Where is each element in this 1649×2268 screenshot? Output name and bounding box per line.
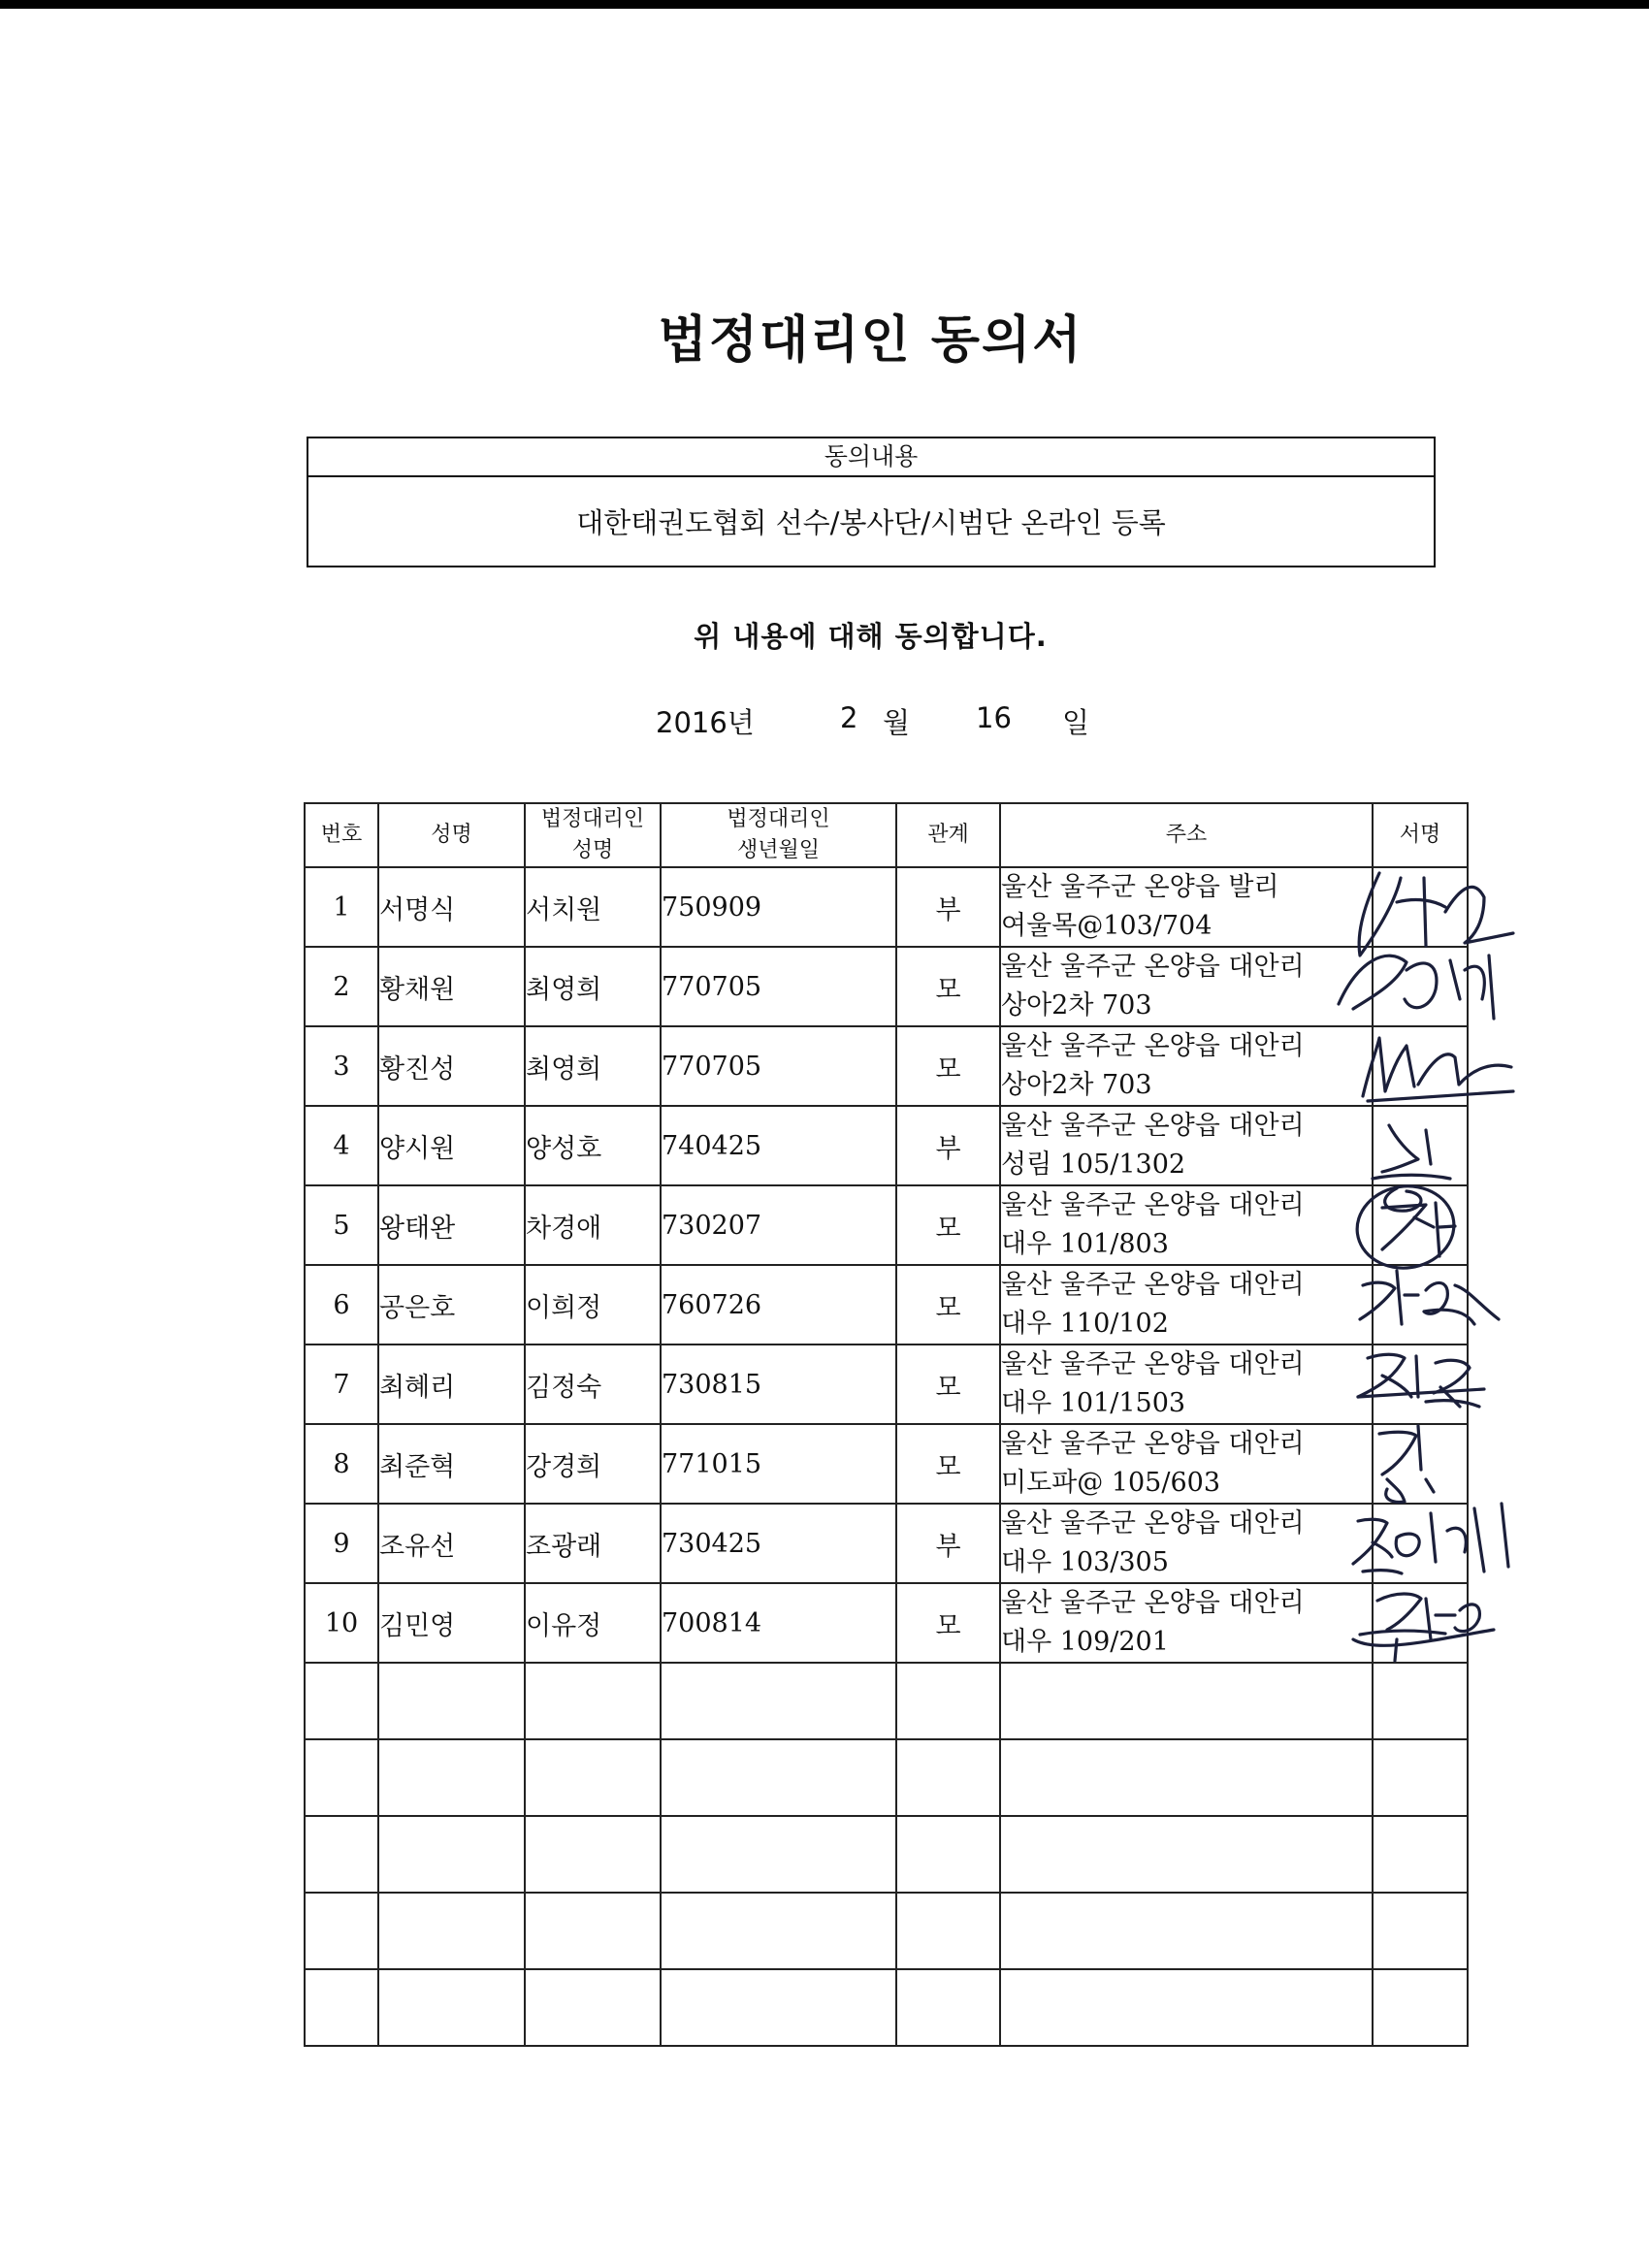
date-day-unit: 일 bbox=[1062, 706, 1090, 739]
address-line-2: 미도파@ 105/603 bbox=[1001, 1468, 1220, 1498]
cell-name: 황채원 bbox=[378, 947, 525, 1026]
header-signature: 서명 bbox=[1373, 803, 1468, 867]
cell-signature bbox=[1373, 867, 1468, 947]
address-line-2: 대우 101/1503 bbox=[1001, 1388, 1186, 1418]
cell-guardian-name: 이유정 bbox=[525, 1583, 661, 1663]
empty-cell bbox=[1373, 1663, 1468, 1739]
address-line-2: 상아2차 703 bbox=[1001, 990, 1152, 1021]
cell-no: 9 bbox=[305, 1504, 378, 1583]
cell-relation: 모 bbox=[896, 1424, 1000, 1504]
empty-cell bbox=[525, 1816, 661, 1893]
cell-no: 8 bbox=[305, 1424, 378, 1504]
empty-cell bbox=[896, 1663, 1000, 1739]
address-line-2: 대우 101/803 bbox=[1001, 1229, 1169, 1259]
date-day: 16 bbox=[976, 701, 1012, 734]
cell-signature bbox=[1373, 1583, 1468, 1663]
address-line-2: 성림 105/1302 bbox=[1001, 1150, 1186, 1180]
table-row bbox=[305, 1185, 1468, 1265]
cell-address bbox=[1000, 1345, 1373, 1424]
address-line-1: 울산 울주군 온양읍 대안리 bbox=[1001, 1270, 1305, 1300]
cell-name: 공은호 bbox=[378, 1265, 525, 1345]
empty-cell bbox=[378, 1739, 525, 1816]
cell-name: 양시원 bbox=[378, 1106, 525, 1185]
header-no: 번호 bbox=[305, 803, 378, 867]
empty-cell bbox=[661, 1969, 896, 2046]
cell-name: 최준혁 bbox=[378, 1424, 525, 1504]
cell-guardian-name: 차경애 bbox=[525, 1185, 661, 1265]
empty-cell bbox=[1000, 1663, 1373, 1739]
cell-relation: 모 bbox=[896, 1265, 1000, 1345]
address-line-1: 울산 울주군 온양읍 대안리 bbox=[1001, 1190, 1305, 1220]
address-line-2: 여울목@103/704 bbox=[1001, 911, 1212, 941]
cell-signature bbox=[1373, 947, 1468, 1026]
cell-guardian-name: 강경희 bbox=[525, 1424, 661, 1504]
date-month: 2 bbox=[840, 701, 858, 734]
address-line-1: 울산 울주군 온양읍 대안리 bbox=[1001, 1429, 1305, 1459]
header-guardian-birth: 법정대리인 생년월일 bbox=[661, 803, 896, 867]
empty-cell bbox=[1373, 1969, 1468, 2046]
empty-cell bbox=[1000, 1816, 1373, 1893]
table-header-row bbox=[305, 803, 1468, 867]
date-year: 2016년 bbox=[656, 706, 755, 739]
cell-guardian-birth: 730815 bbox=[661, 1345, 896, 1424]
empty-cell bbox=[525, 1739, 661, 1816]
cell-name: 황진성 bbox=[378, 1026, 525, 1106]
cell-guardian-birth: 730425 bbox=[661, 1504, 896, 1583]
cell-signature bbox=[1373, 1265, 1468, 1345]
empty-cell bbox=[525, 1969, 661, 2046]
cell-guardian-birth: 700814 bbox=[661, 1583, 896, 1663]
empty-cell bbox=[661, 1663, 896, 1739]
cell-guardian-name: 서치원 bbox=[525, 867, 661, 947]
empty-cell bbox=[305, 1739, 378, 1816]
agreement-statement: 위 내용에 대해 동의합니다. bbox=[694, 620, 1048, 653]
consent-body: 대한태권도협회 선수/봉사단/시범단 온라인 등록 bbox=[576, 506, 1166, 539]
cell-relation: 부 bbox=[896, 1504, 1000, 1583]
cell-guardian-birth: 750909 bbox=[661, 867, 896, 947]
table-row bbox=[305, 1345, 1468, 1424]
empty-cell bbox=[378, 1893, 525, 1969]
cell-no: 6 bbox=[305, 1265, 378, 1345]
header-relation: 관계 bbox=[896, 803, 1000, 867]
empty-cell bbox=[896, 1893, 1000, 1969]
cell-relation: 모 bbox=[896, 1026, 1000, 1106]
table-row bbox=[305, 1106, 1468, 1185]
empty-cell bbox=[896, 1969, 1000, 2046]
cell-address bbox=[1000, 947, 1373, 1026]
cell-guardian-name: 최영희 bbox=[525, 1026, 661, 1106]
table-row bbox=[305, 1026, 1468, 1106]
cell-guardian-name: 최영희 bbox=[525, 947, 661, 1026]
empty-cell bbox=[525, 1893, 661, 1969]
consent-box bbox=[307, 437, 1436, 567]
document-title: 법정대리인 동의서 bbox=[658, 310, 1083, 370]
scan-top-edge bbox=[0, 0, 1649, 9]
table-row bbox=[305, 1504, 1468, 1583]
table-row bbox=[305, 1265, 1468, 1345]
cell-guardian-birth: 740425 bbox=[661, 1106, 896, 1185]
address-line-2: 대우 110/102 bbox=[1001, 1309, 1169, 1339]
empty-table-row bbox=[305, 1816, 1468, 1893]
cell-address bbox=[1000, 1185, 1373, 1265]
cell-guardian-name: 김정숙 bbox=[525, 1345, 661, 1424]
empty-cell bbox=[305, 1663, 378, 1739]
cell-signature bbox=[1373, 1504, 1468, 1583]
cell-name: 조유선 bbox=[378, 1504, 525, 1583]
consent-header: 동의내용 bbox=[308, 438, 1434, 477]
cell-signature bbox=[1373, 1424, 1468, 1504]
empty-cell bbox=[1373, 1893, 1468, 1969]
cell-no: 5 bbox=[305, 1185, 378, 1265]
address-line-1: 울산 울주군 온양읍 발리 bbox=[1001, 872, 1279, 902]
empty-table-row bbox=[305, 1739, 1468, 1816]
empty-cell bbox=[661, 1816, 896, 1893]
table-row bbox=[305, 1583, 1468, 1663]
cell-relation: 부 bbox=[896, 1106, 1000, 1185]
cell-guardian-birth: 760726 bbox=[661, 1265, 896, 1345]
empty-table-row bbox=[305, 1893, 1468, 1969]
date-month-unit: 월 bbox=[883, 706, 911, 739]
table-body bbox=[305, 867, 1468, 2046]
cell-no: 1 bbox=[305, 867, 378, 947]
empty-cell bbox=[896, 1816, 1000, 1893]
table-row bbox=[305, 867, 1468, 947]
cell-no: 3 bbox=[305, 1026, 378, 1106]
empty-cell bbox=[1000, 1969, 1373, 2046]
empty-cell bbox=[305, 1816, 378, 1893]
cell-relation: 모 bbox=[896, 1583, 1000, 1663]
empty-cell bbox=[305, 1893, 378, 1969]
address-line-1: 울산 울주군 온양읍 대안리 bbox=[1001, 1111, 1305, 1141]
cell-relation: 모 bbox=[896, 947, 1000, 1026]
cell-no: 2 bbox=[305, 947, 378, 1026]
cell-signature bbox=[1373, 1106, 1468, 1185]
cell-no: 4 bbox=[305, 1106, 378, 1185]
header-address: 주소 bbox=[1000, 803, 1373, 867]
address-line-2: 대우 109/201 bbox=[1001, 1627, 1169, 1657]
cell-guardian-birth: 770705 bbox=[661, 947, 896, 1026]
cell-name: 서명식 bbox=[378, 867, 525, 947]
cell-relation: 부 bbox=[896, 867, 1000, 947]
cell-address bbox=[1000, 1265, 1373, 1345]
address-line-1: 울산 울주군 온양읍 대안리 bbox=[1001, 1508, 1305, 1539]
table-row bbox=[305, 947, 1468, 1026]
empty-table-row bbox=[305, 1663, 1468, 1739]
empty-cell bbox=[378, 1816, 525, 1893]
empty-cell bbox=[661, 1739, 896, 1816]
empty-cell bbox=[378, 1663, 525, 1739]
cell-guardian-name: 조광래 bbox=[525, 1504, 661, 1583]
address-line-1: 울산 울주군 온양읍 대안리 bbox=[1001, 1349, 1305, 1379]
cell-guardian-name: 양성호 bbox=[525, 1106, 661, 1185]
cell-address bbox=[1000, 1504, 1373, 1583]
empty-cell bbox=[1373, 1816, 1468, 1893]
cell-no: 7 bbox=[305, 1345, 378, 1424]
cell-name: 왕태완 bbox=[378, 1185, 525, 1265]
cell-no: 10 bbox=[305, 1583, 378, 1663]
cell-address bbox=[1000, 1106, 1373, 1185]
empty-cell bbox=[1373, 1739, 1468, 1816]
address-line-2: 상아2차 703 bbox=[1001, 1070, 1152, 1100]
cell-guardian-birth: 770705 bbox=[661, 1026, 896, 1106]
cell-name: 김민영 bbox=[378, 1583, 525, 1663]
empty-cell bbox=[1000, 1739, 1373, 1816]
empty-cell bbox=[305, 1969, 378, 2046]
cell-signature bbox=[1373, 1026, 1468, 1106]
cell-guardian-name: 이희정 bbox=[525, 1265, 661, 1345]
empty-cell bbox=[525, 1663, 661, 1739]
empty-table-row bbox=[305, 1969, 1468, 2046]
empty-cell bbox=[378, 1969, 525, 2046]
cell-guardian-birth: 771015 bbox=[661, 1424, 896, 1504]
cell-name: 최혜리 bbox=[378, 1345, 525, 1424]
header-name: 성명 bbox=[378, 803, 525, 867]
cell-signature bbox=[1373, 1345, 1468, 1424]
empty-cell bbox=[896, 1739, 1000, 1816]
cell-guardian-birth: 730207 bbox=[661, 1185, 896, 1265]
header-guardian-name: 법정대리인 성명 bbox=[525, 803, 661, 867]
guardian-table bbox=[304, 802, 1469, 2047]
cell-address bbox=[1000, 1583, 1373, 1663]
cell-address bbox=[1000, 867, 1373, 947]
cell-address bbox=[1000, 1026, 1373, 1106]
address-line-1: 울산 울주군 온양읍 대안리 bbox=[1001, 952, 1305, 982]
table-row bbox=[305, 1424, 1468, 1504]
cell-relation: 모 bbox=[896, 1345, 1000, 1424]
address-line-1: 울산 울주군 온양읍 대안리 bbox=[1001, 1588, 1305, 1618]
address-line-2: 대우 103/305 bbox=[1001, 1547, 1169, 1577]
empty-cell bbox=[661, 1893, 896, 1969]
cell-relation: 모 bbox=[896, 1185, 1000, 1265]
empty-cell bbox=[1000, 1893, 1373, 1969]
address-line-1: 울산 울주군 온양읍 대안리 bbox=[1001, 1031, 1305, 1061]
cell-signature bbox=[1373, 1185, 1468, 1265]
cell-address bbox=[1000, 1424, 1373, 1504]
